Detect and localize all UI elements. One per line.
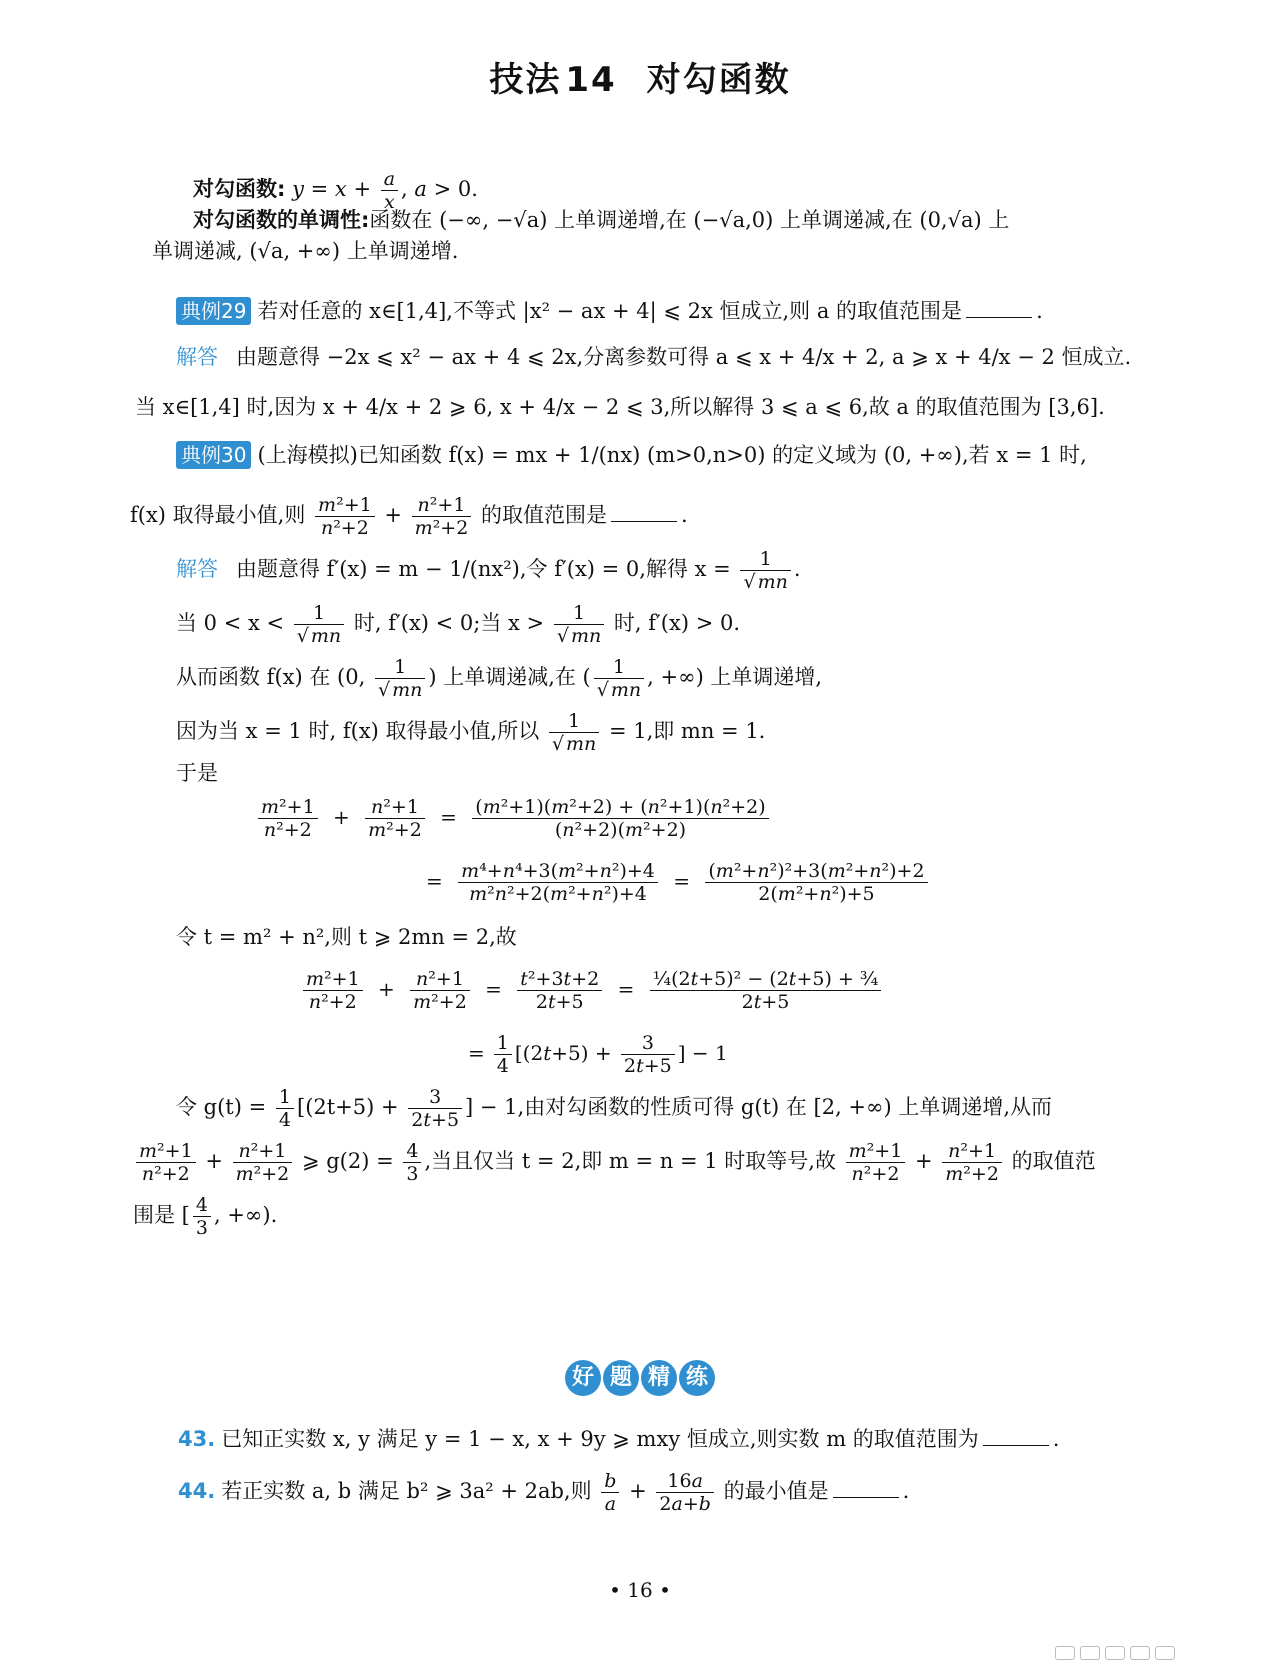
monotonicity-text-cont: 单调递减, (√a, +∞) 上单调递增. <box>152 239 459 263</box>
question-text: 若对任意的 x∈[1,4],不等式 |x² − ax + 4| ⩽ 2x 恒成立,则 a 的取值范围是 <box>257 299 963 323</box>
solution-text: = 1,即 mn = 1. <box>608 719 766 743</box>
fraction: $\frac{3}{2t+5}$ <box>408 1086 462 1131</box>
solution-step-9 <box>133 1194 277 1239</box>
solution-text: 由题意得 f′(x) = m − 1/(nx²),令 f′(x) = 0,解得 x = <box>236 557 731 581</box>
fraction: $\frac{\text{n²+1}}{\text{m²+2}}$ <box>412 494 472 539</box>
answer-label: 解答 <box>176 557 218 581</box>
title-prefix: 技法 <box>489 60 562 100</box>
solution-step-3 <box>176 656 822 701</box>
solution-text: , +∞). <box>213 1203 278 1227</box>
fraction: $\frac{\text{m²+1}}{\text{n²+2}}$ <box>846 1140 906 1185</box>
fraction: $\frac{16a}{2a+b}$ <box>656 1470 714 1515</box>
question-number: 44. <box>178 1479 216 1503</box>
fraction: $\frac{1}{√ mn}$ <box>294 602 344 647</box>
equation-4: = $\frac{1}{4}$ [(2t+5) + $\frac{3}{2t+5}$ ] − 1 <box>468 1032 728 1077</box>
practice-section-header <box>0 1360 1280 1396</box>
fraction: $\frac{\text{n²+1}}{\text{m²+2}}$ <box>942 1140 1002 1185</box>
monotonicity-label: 对勾函数的单调性: <box>193 208 370 232</box>
solution-text: [(2t+5) + <box>297 1095 399 1119</box>
question-43: 43. 已知正实数 x, y 满足 y = 1 − x, x + 9y ⩾ mxy 恒成立,则实数 m 的取值范围为 . <box>178 1427 1060 1451</box>
section-char: 练 <box>679 1360 715 1396</box>
definition-label: 对勾函数: <box>193 177 286 201</box>
equation-3: $\frac{\text{m²+1}}{\text{n²+2}}$ + $\frac{\text{n²+1}}{\text{m²+2}}$ = $\frac{\text{t²+3t+2}}{2t+5}$ = $\frac{\text{¼(2t+5)² − (2t+5) + ¾}}{2t+5}$ <box>300 968 884 1013</box>
answer-text: 由题意得 −2x ⩽ x² − ax + 4 ⩽ 2x,分离参数可得 a ⩽ x + 4/x + 2, a ⩾ x + 4/x − 2 恒成立. <box>236 345 1132 369</box>
answer-label: 解答 <box>176 345 218 369</box>
answer-blank <box>833 1479 899 1498</box>
example-29-answer-1 <box>176 342 1131 372</box>
solution-text: ) 上单调递减,在 ( <box>428 665 591 689</box>
monotonicity-text: 函数在 (−∞, −√a) 上单调递增,在 (−√a,0) 上单调递减,在 (0,√a) 上 <box>369 208 1010 232</box>
fraction: $\frac{4}{3}$ <box>193 1194 211 1239</box>
equation-1: $\frac{\text{m²+1}}{\text{n²+2}}$ + $\frac{\text{n²+1}}{\text{m²+2}}$ = $\frac{\text{(m²+1)(m²+2) + (n²+1)(n²+2)}}{\text{(n²+2)(m²+2)}}$ <box>255 796 772 841</box>
monotonicity-line <box>193 205 1009 235</box>
solution-text: ] − 1,由对勾函数的性质可得 g(t) 在 [2, +∞) 上单调递增,从而 <box>465 1095 1053 1119</box>
section-char: 精 <box>641 1360 677 1396</box>
solution-text: ,当且仅当 t = 2,即 m = n = 1 时取等号,故 <box>424 1149 836 1173</box>
fraction: $\frac{4}{3}$ <box>403 1140 421 1185</box>
title-name: 对勾函数 <box>646 60 791 100</box>
solution-text: 的取值范 <box>1011 1149 1096 1173</box>
solution-text: 因为当 x = 1 时, f(x) 取得最小值,所以 <box>176 719 540 743</box>
answer-blank <box>966 299 1032 318</box>
solution-step-1: 解答 由题意得 f′(x) = m − 1/(nx²),令 f′(x) = 0,解得 x = $\frac{1}{√ mn}$ . <box>176 548 801 593</box>
fraction: $\frac{b}{a}$ <box>601 1470 619 1515</box>
question-text: 已知正实数 x, y 满足 y = 1 − x, x + 9y ⩾ mxy 恒成立,则实数 m 的取值范围为 <box>221 1427 979 1451</box>
solution-text: 时, f′(x) < 0;当 x > <box>353 611 545 635</box>
fraction: $\frac{1}{√ mn}$ <box>594 656 644 701</box>
definition-line: 对勾函数: y = x + $\frac{a}{x}$ , a > 0. <box>193 168 478 213</box>
solution-step-4 <box>176 710 765 755</box>
solution-step-2 <box>176 602 740 647</box>
question-text: 的最小值是 <box>723 1479 829 1503</box>
equation-2: = $\frac{\text{m⁴+n⁴+3(m²+n²)+4}}{\text{m²n²+2(m²+n²)+4}}$ = $\frac{\text{(m²+n²)²+3(m²+n²)+2}}{\text{2(m²+n²)+5}}$ <box>420 860 931 905</box>
question-text: f(x) 取得最小值,则 <box>130 503 306 527</box>
answer-blank <box>611 503 677 522</box>
page-title <box>0 52 1280 101</box>
example-badge: 典例29 <box>176 297 251 325</box>
title-number: 14 <box>565 60 617 100</box>
solution-text: 当 0 < x < <box>176 611 285 635</box>
fraction: $\frac{1}{4}$ <box>276 1086 294 1131</box>
question-text: 若正实数 a, b 满足 b² ⩾ 3a² + 2ab,则 <box>221 1479 592 1503</box>
fraction: $\frac{\text{n²+1}}{\text{m²+2}}$ <box>233 1140 293 1185</box>
example-badge: 典例30 <box>176 441 251 469</box>
solution-text: 令 g(t) = <box>176 1095 267 1119</box>
page-number: • 16 • <box>609 1578 671 1602</box>
example-30-question-cont: f(x) 取得最小值,则 $\frac{\text{m²+1}}{\text{n²+2}}$ + $\frac{\text{n²+1}}{\text{m²+2}}$ 的取值范围是 . <box>130 494 688 539</box>
solution-step-5: 于是 <box>176 761 218 785</box>
solution-text: 从而函数 f(x) 在 (0, <box>176 665 366 689</box>
fraction: $\frac{1}{√ mn}$ <box>375 656 425 701</box>
example-30-question <box>176 440 1087 470</box>
solution-step-6: 令 t = m² + n²,则 t ⩾ 2mn = 2,故 <box>176 925 517 949</box>
fraction: $\frac{1}{√ mn}$ <box>554 602 604 647</box>
answer-blank <box>983 1427 1049 1446</box>
section-char: 好 <box>565 1360 601 1396</box>
solution-text: 围是 [ <box>133 1203 190 1227</box>
question-text: (上海模拟)已知函数 f(x) = mx + 1/(nx) (m>0,n>0) 的定义域为 (0, +∞),若 x = 1 时, <box>257 443 1087 467</box>
question-text: 的取值范围是 <box>481 503 607 527</box>
example-29-question: 典例29 若对任意的 x∈[1,4],不等式 |x² − ax + 4| ⩽ 2x 恒成立,则 a 的取值范围是 . <box>176 296 1043 326</box>
fraction: $\frac{1}{√ mn}$ <box>549 710 599 755</box>
solution-text: , +∞) 上单调递增, <box>647 665 823 689</box>
fraction: $\frac{\text{m²+1}}{\text{n²+2}}$ <box>315 494 375 539</box>
question-number: 43. <box>178 1427 216 1451</box>
solution-step-7 <box>176 1086 1052 1131</box>
solution-step-8: $\frac{\text{m²+1}}{\text{n²+2}}$ + $\frac{\text{n²+1}}{\text{m²+2}}$ ⩾ g(2) = $\frac{4}{3}$ ,当且仅当 t = 2,即 m = n = 1 时取等号,故 $\frac{\text{m²+1}}{\text{n²+2}}$ + $\frac{\text{n²+1}}{\text{m²+2}}$ 的取值范 <box>133 1140 1096 1185</box>
solution-text: ⩾ g(2) = <box>301 1149 394 1173</box>
watermark-decoration <box>1055 1645 1255 1659</box>
example-29-answer-2: 当 x∈[1,4] 时,因为 x + 4/x + 2 ⩾ 6, x + 4/x − 2 ⩽ 3,所以解得 3 ⩽ a ⩽ 6,故 a 的取值范围为 [3,6]. <box>135 395 1105 419</box>
solution-text: 时, f′(x) > 0. <box>613 611 741 635</box>
fraction: $\frac{1}{√ mn}$ <box>740 548 790 593</box>
question-44: 44. 若正实数 a, b 满足 b² ⩾ 3a² + 2ab,则 $\frac{b}{a}$ + $\frac{16a}{2a+b}$ 的最小值是 . <box>178 1470 910 1515</box>
section-char: 题 <box>603 1360 639 1396</box>
fraction: $\frac{a}{x}$ <box>381 168 398 213</box>
fraction: $\frac{\text{m²+1}}{\text{n²+2}}$ <box>136 1140 196 1185</box>
